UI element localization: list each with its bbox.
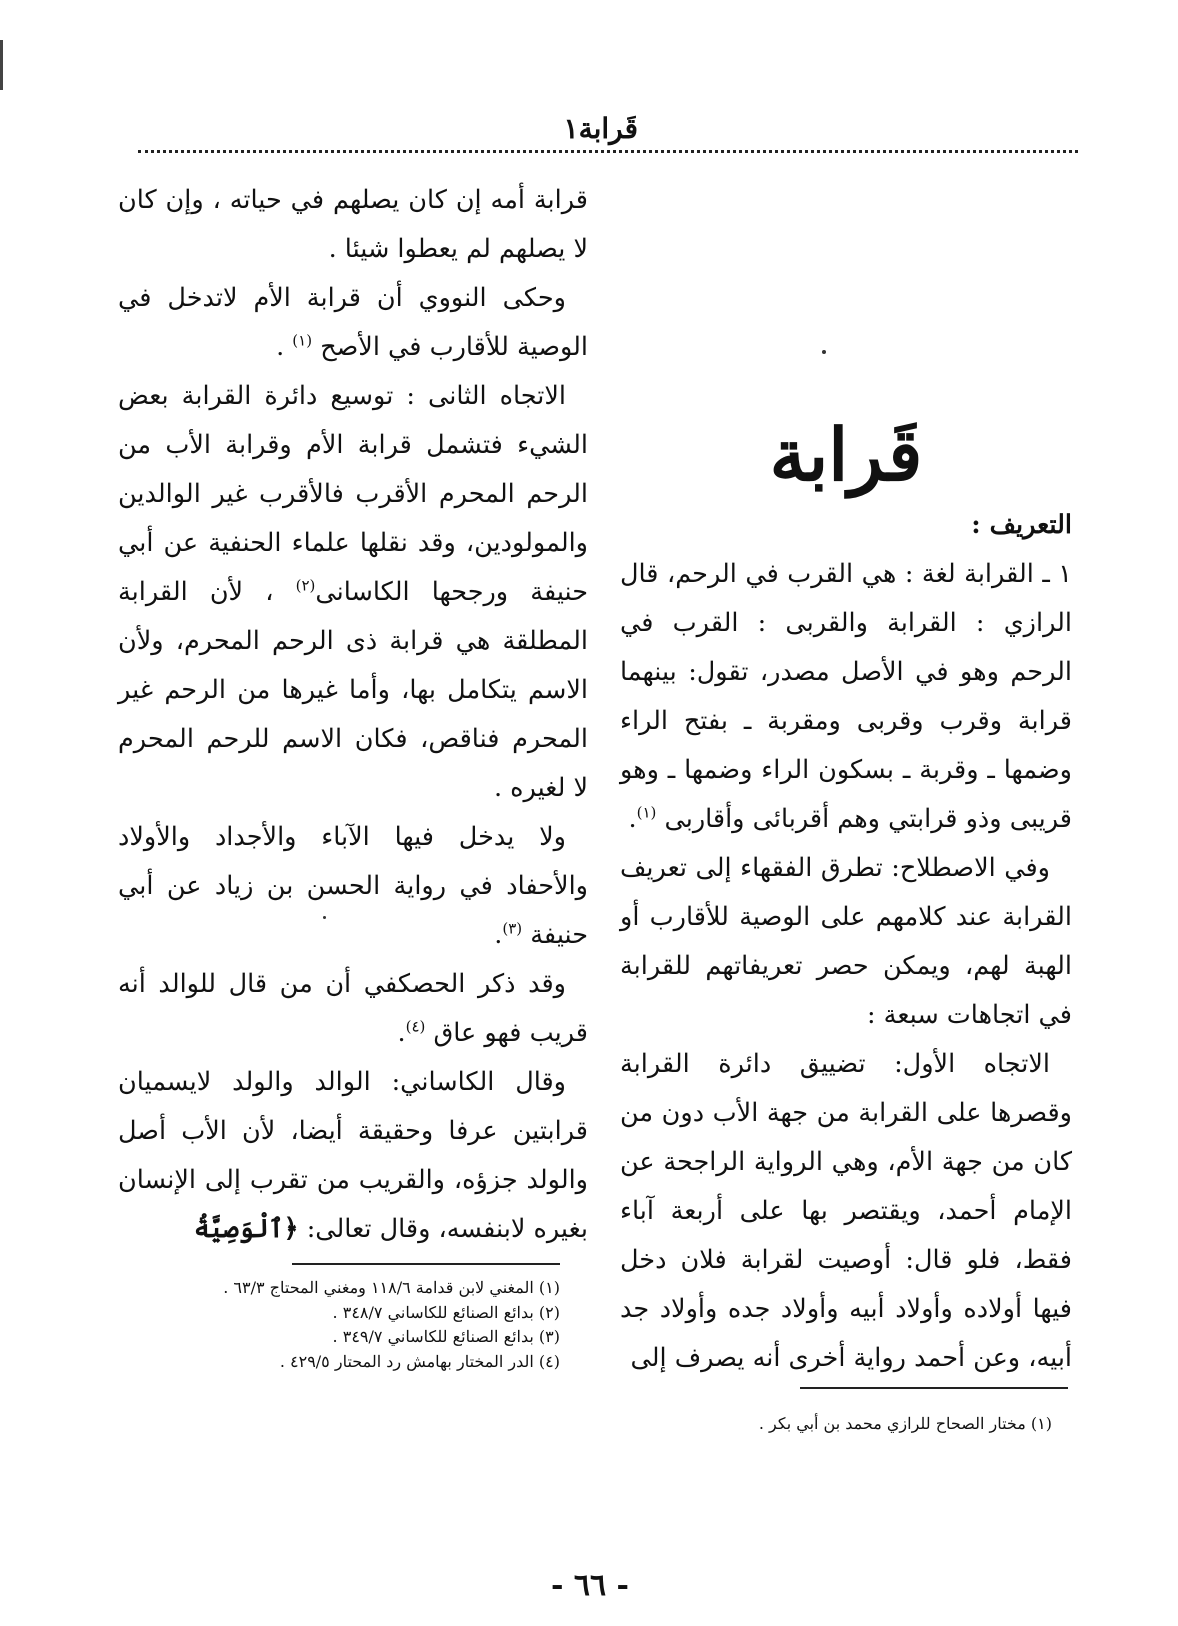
right-text-column [620,405,1072,1383]
left-paragraph-3-end: ، لأن القرابة المطلقة هي قرابة ذى الرحم المحرم، ولأن الاسم يتكامل بها، وأما غيرها من الرحم غير المحرم فناقص، فكان الاسم للرحم المحرم لا لغيره . [118,577,588,803]
footnote-right-1: (١) مختار الصحاح للرازي محمد بن أبي بكر . [758,1414,1052,1433]
right-paragraph-1-text: ١ ـ القرابة لغة : هي القرب في الرحم، قال الرازي : القرابة والقربى : القرب في الرحم وهو في الأصل مصدر، تقول: بينهما قرابة وقرب وقربى ومقربة ـ بفتح الراء وضمها ـ وقربة ـ بسكون الراء وضمها ـ وهو قريبى وذو قرابتي وهم أقربائى وأقاربى [620,559,1072,834]
left-paragraph-5-text: وقد ذكر الحصكفي أن من قال للوالد أنه قريب فهو عاق [118,969,588,1048]
page-number: - ٦٦ - [550,1568,630,1603]
footnote-rule-left [292,1263,560,1265]
left-paragraph-5 [118,960,588,1058]
left-paragraph-2-end: . [276,332,293,362]
left-paragraph-4-text: ولا يدخل فيها الآباء والأجداد والأولاد والأحفاد في رواية الحسن بن زياد عن أبي حنيفة [118,822,588,950]
footnote-ref-3: (٣) [502,919,523,938]
right-paragraph-3: الاتجاه الأول: تضييق دائرة القرابة وقصرها على القرابة من جهة الأب دون من كان من جهة الأم، وهي الرواية الراجحة عن الإمام أحمد، ويقتصر بها على أربعة آباء فقط، فلو قال: أوصيت لقرابة فلان دخل فيها أولاده وأولاد أبيه وأولاد جده وأولاد جد أبيه، وعن أحمد رواية أخرى أنه يصرف إلى [620,1049,1072,1373]
footnote-ref-2: (٢) [295,576,316,595]
left-paragraph-2 [118,274,588,372]
left-text-column [118,176,588,1254]
right-paragraph-1 [620,550,1072,844]
left-paragraph-3 [118,372,588,813]
running-header-title: قَرابة١ [563,112,638,145]
footnote-ref-4: (٤) [405,1017,426,1036]
section-heading: التعريف : [971,510,1072,540]
footnote-left-4: (٤) الدر المختار بهامش رد المحتار ٤٢٩/٥ . [279,1351,560,1371]
left-paragraph-3-text: الاتجاه الثانى : توسيع دائرة القرابة بعض الشيء فتشمل قرابة الأم وقرابة الأب من الرحم المحرم الأقرب فالأقرب غير الوالدين والمولودين، وقد نقلها علماء الحنفية عن أبي حنيفة ورجحها الكاسانى [118,381,588,607]
footnote-left-1: (١) المغني لابن قدامة ١١٨/٦ ومغني المحتاج ٦٣/٣ . [223,1278,560,1297]
footnotes-right [620,1412,1052,1437]
left-paragraph-4 [118,813,588,960]
left-paragraph-2-text: وحكى النووي أن قرابة الأم لاتدخل في الوصية للأقارب في الأصح [118,283,588,362]
scan-edge-mark [0,40,3,90]
footnote-left-2: (٢) بدائع الصنائع للكاساني ٣٤٨/٧ . [332,1302,560,1322]
left-paragraph-4-end: . [494,920,503,950]
header-dotted-rule [138,150,1078,153]
right-paragraph-1-end: . [628,804,637,834]
speck-mark [323,916,326,919]
left-paragraph-6 [118,1058,588,1254]
entry-title: قَرابة [769,412,923,497]
speck-mark [822,350,826,354]
left-paragraph-1: قرابة أمه إن كان يصلهم في حياته ، وإن كان لا يصلهم لم يعطوا شيئا . [118,185,588,264]
footnote-rule-right [800,1387,1068,1389]
footnotes-left [140,1276,560,1374]
footnote-left-3: (٣) بدائع الصنائع للكاساني ٣٤٩/٧ . [332,1327,560,1346]
right-paragraph-2: وفي الاصطلاح: تطرق الفقهاء إلى تعريف القرابة عند كلامهم على الوصية للأقارب أو الهبة لهم، ويمكن حصر تعريفاتهم للقرابة في اتجاهات سبعة : [620,853,1072,1030]
left-paragraph-5-end: . [397,1018,406,1048]
footnote-ref-1: (١) [292,331,313,350]
left-paragraph-6-text: وقال الكاساني: الوالد والولد لايسميان قرابتين عرفا وحقيقة أيضا، لأن الأب أصل والولد جزؤه، والقريب من تقرب إلى الإنسان بغيره لابنفسه، وقال تعالى: [118,1067,588,1244]
footnote-ref-right-1: (١) [636,803,657,822]
quran-quote: ﴿ٱلْوَصِيَّةُ [193,1214,299,1244]
